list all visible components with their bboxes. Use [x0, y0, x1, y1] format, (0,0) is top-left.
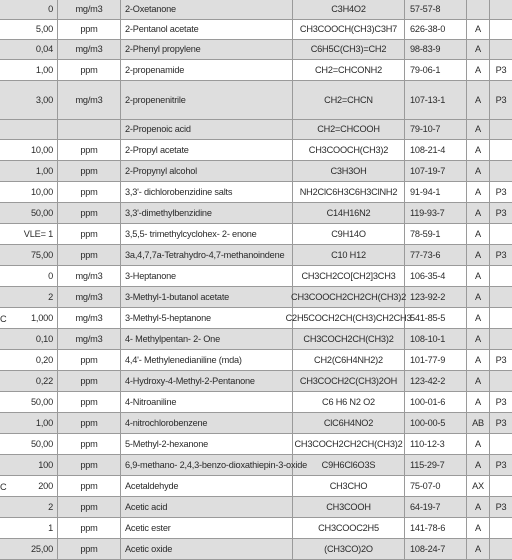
limit-value-cell: 50,00	[0, 434, 58, 455]
category-cell	[490, 120, 512, 140]
category-cell	[490, 0, 512, 20]
substance-name-cell: 5-Methyl-2-hexanone	[121, 434, 293, 455]
category-cell: P3	[495, 64, 507, 75]
formula-cell: C3H3OH	[293, 161, 405, 182]
unit-cell: ppm	[58, 539, 121, 560]
unit-cell: ppm	[58, 392, 121, 413]
unit-cell: ppm	[58, 245, 121, 266]
cas-number-cell: 115-29-7	[405, 455, 467, 476]
unit-cell: ppm	[58, 224, 121, 245]
category-cell	[490, 308, 512, 329]
table-row	[0, 224, 512, 245]
limit-value-cell: 0,04	[0, 40, 58, 60]
cas-number-cell: 123-92-2	[405, 287, 467, 308]
formula-cell: CH3COOCH(CH3)C3H7	[293, 20, 405, 40]
cas-number-cell: 75-07-0	[405, 476, 467, 497]
unit-cell: ppm	[58, 140, 121, 161]
cas-number-cell: 108-21-4	[405, 140, 467, 161]
substance-name-cell: 2-Oxetanone	[121, 0, 293, 20]
limit-value-cell: 50,00	[0, 392, 58, 413]
substance-name-cell: 2-propenenitrile	[121, 81, 293, 120]
cas-number-cell: 123-42-2	[405, 371, 467, 392]
notation-cell: A	[467, 287, 490, 308]
notation-cell: A	[467, 266, 490, 287]
cas-number-cell: 100-00-5	[405, 413, 467, 434]
table-row	[0, 40, 512, 60]
notation-cell: AX	[467, 476, 490, 497]
substance-name-cell: 3-Methyl-1-butanol acetate	[121, 287, 293, 308]
unit-cell	[58, 120, 121, 140]
substance-name-cell: Acetic acid	[121, 497, 293, 518]
category-cell	[490, 518, 512, 539]
formula-cell: ClC6H4NO2	[293, 413, 405, 434]
cas-number-cell: 107-19-7	[405, 161, 467, 182]
cas-number-cell: 79-10-7	[405, 120, 467, 140]
formula-cell: CH3COCH2C(CH3)2OH	[293, 371, 405, 392]
limit-value-cell: 0	[0, 266, 58, 287]
category-cell: P3	[495, 186, 507, 197]
unit-cell: ppm	[58, 20, 121, 40]
table-row	[0, 245, 512, 266]
limit-value-cell: 0,22	[0, 371, 58, 392]
table-row	[0, 539, 512, 560]
cas-number-cell: 106-35-4	[405, 266, 467, 287]
limit-value-cell: 10,00	[0, 182, 58, 203]
table-row	[0, 0, 512, 20]
limit-value-cell: 100	[0, 455, 58, 476]
table-row	[0, 371, 512, 392]
formula-cell: CH3COCH2CH2CH(CH3)2	[293, 434, 405, 455]
notation-cell: A	[467, 350, 490, 371]
substance-name-cell: 3-Methyl-5-heptanone	[121, 308, 293, 329]
table-row	[0, 287, 512, 308]
formula-cell: C9H6Cl6O3S	[293, 455, 405, 476]
notation-cell: A	[467, 518, 490, 539]
limit-value-cell: 3,00	[0, 81, 58, 120]
unit-cell: mg/m3	[58, 308, 121, 329]
category-cell	[490, 287, 512, 308]
cas-number-cell: 141-78-6	[405, 518, 467, 539]
limit-value-cell: 0,20	[0, 350, 58, 371]
unit-cell: mg/m3	[58, 287, 121, 308]
category-cell	[490, 266, 512, 287]
substance-name-cell: 2-Phenyl propylene	[121, 40, 293, 60]
category-cell: P3	[495, 207, 507, 218]
formula-cell: C6H5C(CH3)=CH2	[293, 40, 405, 60]
left-edge-mark: C	[0, 314, 7, 324]
substance-name-cell: 3-Heptanone	[121, 266, 293, 287]
cas-number-cell: 119-93-7	[405, 203, 467, 224]
category-cell	[490, 434, 512, 455]
formula-cell: C14H16N2	[293, 203, 405, 224]
table-row	[0, 120, 512, 140]
table-row	[0, 350, 512, 371]
substance-name-cell: 4- Methylpentan- 2- One	[121, 329, 293, 350]
substance-name-cell: 4,4'- Methylenedianiline (mda)	[121, 350, 293, 371]
table-row	[0, 182, 512, 203]
substance-name-cell: 3a,4,7,7a-Tetrahydro-4,7-methanoindene	[121, 245, 293, 266]
table-row	[0, 266, 512, 287]
notation-cell: A	[467, 81, 490, 120]
table-row	[0, 161, 512, 182]
category-cell	[490, 476, 512, 497]
unit-cell: ppm	[58, 182, 121, 203]
unit-cell: mg/m3	[58, 81, 121, 120]
cas-number-cell: 79-06-1	[405, 60, 467, 81]
substance-name-cell: Acetic oxide	[121, 539, 293, 560]
formula-cell: NH2ClC6H3C6H3ClNH2	[293, 182, 405, 203]
unit-cell: ppm	[58, 350, 121, 371]
limit-value-cell: 1,00	[0, 413, 58, 434]
notation-cell: A	[467, 140, 490, 161]
limit-value-cell: 50,00	[0, 203, 58, 224]
unit-cell: mg/m3	[58, 0, 121, 20]
limit-value-cell: 0,10	[0, 329, 58, 350]
table-row	[0, 140, 512, 161]
substance-name-cell: 3,3'-dimethylbenzidine	[121, 203, 293, 224]
notation-cell: A	[467, 120, 490, 140]
notation-cell: A	[467, 245, 490, 266]
formula-cell: CH3COOCH(CH3)2	[293, 140, 405, 161]
category-cell	[490, 329, 512, 350]
unit-cell: ppm	[58, 497, 121, 518]
cas-number-cell: 626-38-0	[405, 20, 467, 40]
cas-number-cell: 91-94-1	[405, 182, 467, 203]
unit-cell: ppm	[58, 161, 121, 182]
unit-cell: ppm	[58, 203, 121, 224]
limit-value-cell: VLE= 1	[0, 224, 58, 245]
cas-number-cell: 100-01-6	[405, 392, 467, 413]
substance-name-cell: 2-Propenoic acid	[121, 120, 293, 140]
unit-cell: ppm	[58, 371, 121, 392]
left-edge-mark: C	[0, 482, 7, 492]
category-cell: P3	[495, 396, 507, 407]
cas-number-cell: 107-13-1	[405, 81, 467, 120]
notation-cell: A	[467, 455, 490, 476]
table-row	[0, 60, 512, 81]
category-cell: P3	[495, 417, 507, 428]
unit-cell: mg/m3	[58, 329, 121, 350]
substance-name-cell: 3,5,5- trimethylcyclohex- 2- enone	[121, 224, 293, 245]
category-cell	[490, 140, 512, 161]
category-cell: P3	[495, 94, 507, 105]
table-row	[0, 476, 512, 497]
formula-cell: CH3CHO	[293, 476, 405, 497]
table-row	[0, 497, 512, 518]
substance-name-cell: Acetic ester	[121, 518, 293, 539]
substance-name-cell: 6,9-methano- 2,4,3-benzo-dioxathiepin-3-oxide	[121, 455, 293, 476]
unit-cell: mg/m3	[58, 266, 121, 287]
formula-cell: CH2=CHCOOH	[293, 120, 405, 140]
table-row	[0, 308, 512, 329]
notation-cell: A	[467, 371, 490, 392]
limit-value-cell: 0	[0, 0, 58, 20]
substance-name-cell: 4-nitrochlorobenzene	[121, 413, 293, 434]
cas-number-cell: 64-19-7	[405, 497, 467, 518]
formula-cell: CH2=CHCONH2	[293, 60, 405, 81]
substance-name-cell: Acetaldehyde	[121, 476, 293, 497]
formula-cell: C2H5COCH2CH(CH3)CH2CH3	[293, 308, 405, 329]
notation-cell: A	[467, 497, 490, 518]
category-cell	[490, 20, 512, 40]
cas-number-cell: 78-59-1	[405, 224, 467, 245]
cas-number-cell: 101-77-9	[405, 350, 467, 371]
table-row	[0, 434, 512, 455]
cas-number-cell: 108-10-1	[405, 329, 467, 350]
category-cell	[490, 539, 512, 560]
cas-number-cell: 110-12-3	[405, 434, 467, 455]
limit-value-cell: 1,000	[0, 308, 58, 329]
unit-cell: ppm	[58, 476, 121, 497]
unit-cell: ppm	[58, 518, 121, 539]
substance-name-cell: 2-Propyl acetate	[121, 140, 293, 161]
limit-value-cell: 2	[0, 287, 58, 308]
notation-cell: A	[467, 224, 490, 245]
formula-cell: C6 H6 N2 O2	[293, 392, 405, 413]
unit-cell: ppm	[58, 413, 121, 434]
notation-cell: A	[467, 182, 490, 203]
cas-number-cell: 541-85-5	[405, 308, 467, 329]
cas-number-cell: 77-73-6	[405, 245, 467, 266]
limit-value-cell: 2	[0, 497, 58, 518]
table-row	[0, 20, 512, 40]
substance-name-cell: 4-Nitroaniline	[121, 392, 293, 413]
formula-cell: CH3COCH2CH(CH3)2	[293, 329, 405, 350]
notation-cell	[467, 0, 490, 20]
table-row	[0, 413, 512, 434]
unit-cell: ppm	[58, 455, 121, 476]
notation-cell: A	[467, 203, 490, 224]
table-row	[0, 329, 512, 350]
formula-cell: CH2(C6H4NH2)2	[293, 350, 405, 371]
notation-cell: A	[467, 434, 490, 455]
table-row	[0, 203, 512, 224]
formula-cell: C3H4O2	[293, 0, 405, 20]
notation-cell: A	[467, 308, 490, 329]
category-cell	[490, 161, 512, 182]
unit-cell: ppm	[58, 60, 121, 81]
cas-number-cell: 108-24-7	[405, 539, 467, 560]
notation-cell: A	[467, 161, 490, 182]
limit-value-cell: 200	[0, 476, 58, 497]
formula-cell: CH3COOC2H5	[293, 518, 405, 539]
limit-value-cell: 75,00	[0, 245, 58, 266]
category-cell	[490, 224, 512, 245]
limit-value-cell	[0, 120, 58, 140]
category-cell: P3	[495, 459, 507, 470]
notation-cell: A	[467, 60, 490, 81]
cas-number-cell: 57-57-8	[405, 0, 467, 20]
unit-cell: mg/m3	[58, 40, 121, 60]
substance-name-cell: 2-propenamide	[121, 60, 293, 81]
notation-cell: A	[467, 539, 490, 560]
unit-cell: ppm	[58, 434, 121, 455]
notation-cell: A	[467, 392, 490, 413]
table-row	[0, 81, 512, 120]
formula-cell: CH3CH2CO[CH2]3CH3	[293, 266, 405, 287]
category-cell: P3	[495, 249, 507, 260]
limit-value-cell: 25,00	[0, 539, 58, 560]
substance-name-cell: 2-Propynyl alcohol	[121, 161, 293, 182]
formula-cell: (CH3CO)2O	[293, 539, 405, 560]
limit-value-cell: 1	[0, 518, 58, 539]
formula-cell: CH3COOH	[293, 497, 405, 518]
formula-cell: CH2=CHCN	[293, 81, 405, 120]
category-cell	[490, 371, 512, 392]
notation-cell: A	[467, 329, 490, 350]
limit-value-cell: 5,00	[0, 20, 58, 40]
table-row	[0, 455, 512, 476]
notation-cell: AB	[467, 413, 490, 434]
limit-value-cell: 1,00	[0, 161, 58, 182]
table-row	[0, 518, 512, 539]
notation-cell: A	[467, 40, 490, 60]
limit-value-cell: 10,00	[0, 140, 58, 161]
category-cell	[490, 40, 512, 60]
limit-value-cell: 1,00	[0, 60, 58, 81]
formula-cell: C10 H12	[293, 245, 405, 266]
notation-cell: A	[467, 20, 490, 40]
substance-name-cell: 4-Hydroxy-4-Methyl-2-Pentanone	[121, 371, 293, 392]
cas-number-cell: 98-83-9	[405, 40, 467, 60]
substance-name-cell: 3,3'- dichlorobenzidine salts	[121, 182, 293, 203]
formula-cell: CH3COOCH2CH2CH(CH3)2	[293, 287, 405, 308]
category-cell: P3	[495, 354, 507, 365]
table-row	[0, 392, 512, 413]
formula-cell: C9H14O	[293, 224, 405, 245]
substance-name-cell: 2-Pentanol acetate	[121, 20, 293, 40]
category-cell: P3	[495, 501, 507, 512]
